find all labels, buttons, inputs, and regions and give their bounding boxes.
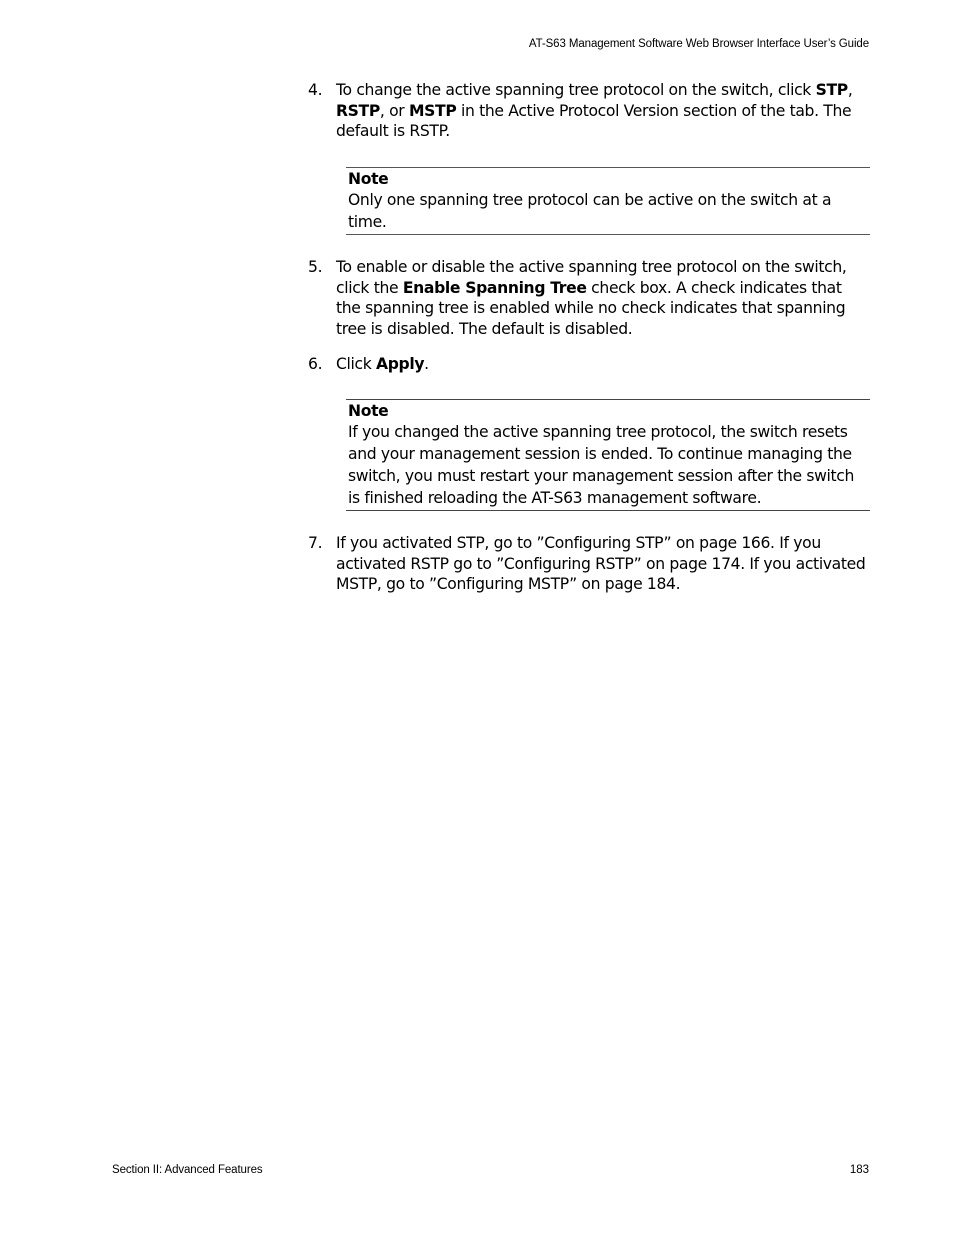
step-text-part: To enable or disable the active spanning tree protocol on the switch, click the (336, 258, 847, 297)
note-body: Only one spanning tree protocol can be active on the switch at a time. (348, 191, 832, 231)
note-title: Note (348, 401, 389, 420)
step-text-part: Click (336, 355, 377, 373)
note-body: If you changed the active spanning tree protocol, the switch resets and your management session is ended. To continue managing the switch, you must restart your management session after the switch is finished reloading the AT-S63 management software. (348, 423, 855, 507)
step-number: 4. (308, 81, 323, 99)
note-box (346, 167, 870, 236)
step-number: 7. (308, 534, 323, 552)
note-box (346, 399, 870, 512)
step-text-part: . (424, 355, 429, 373)
rstp-option-label: RSTP (336, 101, 380, 120)
step-4 (308, 80, 870, 142)
step-number: 5. (308, 258, 323, 276)
step-text-part: check box. A check indicates that the spanning tree is enabled while no check indicates that spanning tree is disabled. The default is disabled. (336, 278, 846, 338)
running-header: AT-S63 Management Software Web Browser Interface User’s Guide (528, 38, 869, 50)
step-text-part: in the Active Protocol Version section of the tab. The default is RSTP. (336, 101, 852, 140)
apply-label: Apply (376, 355, 425, 373)
enable-spanning-tree-label: Enable Spanning Tree (402, 278, 587, 297)
document-body (308, 80, 870, 595)
step-text-part: , or (379, 101, 409, 120)
footer-section-title: Section II: Advanced Features (112, 1164, 263, 1176)
step-number: 6. (308, 355, 323, 373)
stp-option-label: STP (815, 81, 848, 99)
step-text-part: , (847, 81, 853, 99)
step-text: If you activated STP, go to ”Configuring STP” on page 166. If you activated RSTP go to ”Configuring RSTP” on page 174. If you activated MSTP, go to ”Configuring MSTP” on page 184. (336, 534, 866, 593)
step-text (336, 354, 870, 375)
mstp-option-label: MSTP (408, 101, 457, 120)
step-text (336, 257, 870, 339)
step-text-part: To change the active spanning tree protocol on the switch, click (336, 81, 816, 99)
step-text (336, 80, 870, 142)
page-number: 183 (849, 1164, 869, 1176)
step-6 (308, 354, 870, 375)
step-5 (308, 257, 870, 339)
step-7 (308, 533, 870, 595)
note-title: Note (348, 169, 389, 188)
